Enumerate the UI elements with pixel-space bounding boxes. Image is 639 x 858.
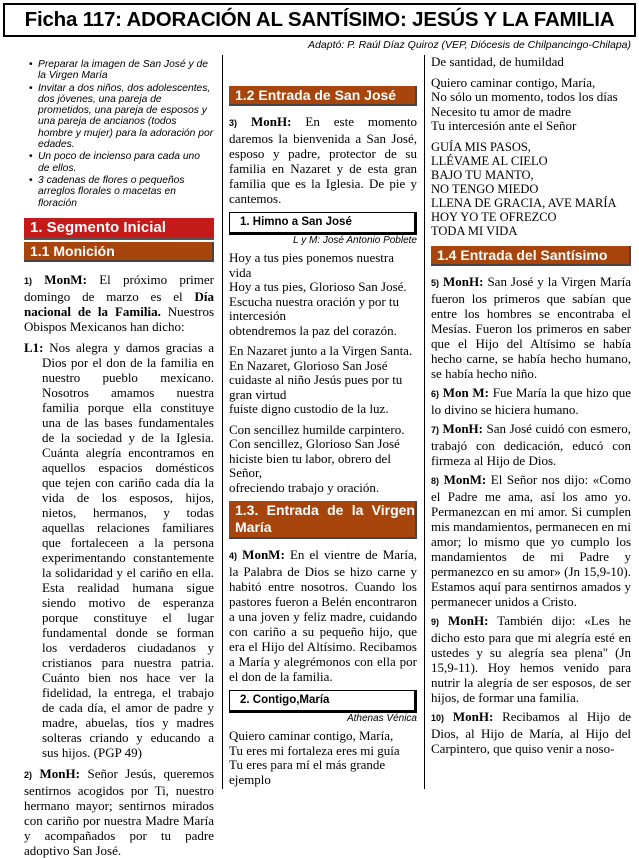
title-bar: [3, 3, 636, 37]
paragraph-5: 5) MonH: San José y la Virgen María fueron los primeros que sabían que entre los hombres se encontraba el Mesías. Fueron los primeros en saber que el Hijo del Altísimo se había hecho carne, se había hecho humano, se había hecho niño.: [431, 273, 631, 381]
list-item: • Preparar la imagen de San José y de la Virgen María: [38, 59, 214, 82]
list-item: • 3 cadenas de flores o pequeños arreglos florales o macetas en floración: [38, 175, 214, 209]
paragraph-7: 7) MonH: San José cuidó con esmero, trabajó con dedicación, educó con firmeza al Hijo de Dios.: [431, 420, 631, 468]
adapted-by: Adaptó: P. Raúl Díaz Quiroz (VEP, Diócesis de Chilpancingo-Chilapa): [308, 39, 631, 51]
column-divider: [424, 55, 425, 789]
section-heading-entrada-santisimo: 1.4 Entrada del Santísimo: [431, 246, 631, 266]
hymn-title-box: 1. Himno a San José: [229, 212, 417, 235]
paragraph-9: 9) MonH: También dijo: «Les he dicho esto para que mi alegría esté en ustedes y su alegría sea plena" (Jn 15,9-11). Hoy hemos venido para nutrir la alegría de ser esposos, de ser hijos, de formar una familia.: [431, 612, 631, 705]
paragraph-6: 6) Mon M: Fue María la que hizo que lo divino se hiciera humano.: [431, 384, 632, 417]
paragraph-3: 3) MonH: En este momento daremos la bienvenida a San José, esposo y padre, protector de su familia en Nazaret y de esta gran familia que es la Iglesia. De pie y cantemos.: [229, 114, 418, 206]
hymn-2-lyrics-cont: De santidad, de humildad Quiero caminar contigo, María, No sólo un momento, todos los días Necesito tu amor de madre Tu intercesión ante el Señor GUÍA MIS PASOS, LLÉVAME AL CIELO BAJO TU MANTO, NO TENGO MIEDO LLENA DE GRACIA, AVE MARÍA HOY YO TE OFREZCO TODA MI VIDA: [431, 55, 631, 238]
section-heading-entrada-virgen: 1.3. Entrada de la Virgen María: [229, 501, 417, 539]
hymn-2-lyrics-start: Quiero caminar contigo, María, Tu eres mi fortaleza eres mi guía Tu eres para mí el más grande ejemplo: [229, 728, 400, 787]
list-item: • Un poco de incienso para cada uno de ellos.: [38, 151, 214, 174]
column-1: [24, 55, 214, 858]
column-3: [431, 55, 631, 756]
materials-list: [24, 59, 214, 209]
hymn-title-box: 2. Contigo,María: [229, 690, 417, 713]
hymn-chorus: GUÍA MIS PASOS, LLÉVAME AL CIELO BAJO TU MANTO, NO TENGO MIEDO LLENA DE GRACIA, AVE MARÍA HOY YO TE OFREZCO TODA MI VIDA: [431, 139, 617, 238]
column-divider: [222, 55, 223, 789]
paragraph-l1: L1: Nos alegra y damos gracias a Dios por el don de la familia en nuestro pueblo mexicano. Nosotros amamos nuestra familia porque ella constituye una de las bases fundamentales de la sociedad y de la Iglesia. Cuánta alegría encontramos en aquellos espacios domésticos que tejen con cariño cada día la vida de los esposos, hijos, nietos, hermanos, y todas aquellas relaciones familiares que fortaleceen a la persona experimentando constantemente la solidaridad y el cariño en ella. Esta realidad humana sigue siendo motivo de esperanza porque constituye el lugar fundamental donde se forman los verdaderos ciudadanos y cristianos para nuestra patria. Cuánto bien nos hace ver la fidelidad, la entrega, el trabajo de cada día, el amor de padre y madre, abuelas, tíos y madres solteras criando y educando a sus hijos. (PGP 49): [24, 339, 214, 760]
page-title: Ficha 117: ADORACIÓN AL SANTÍSIMO: JESÚS Y LA FAMILIA: [24, 8, 615, 31]
column-2: [229, 35, 417, 787]
hymn-credit: Athenas Vénica: [346, 713, 417, 724]
paragraph-8: 8) MonM: El Señor nos dijo: «Como el Padre me ama, así los amo yo. Permanezcan en mi amor. Si cumplen mis mandamientos, permanecen en mi amor; lo mismo que yo cumplo los mandamientos de mi Padre y permanezco en su amor» (Jn 15,9-10). Estamos aquí para sentirnos amados y permanecer unidos a Cristo.: [431, 471, 632, 609]
paragraph-2: 2) MonH: Señor Jesús, queremos sentirnos acogidos por Ti, nuestro hermano mayor; sentirnos mirados con cariño por nuestra Madre María y acompañados por tu padre adoptivo San José.: [24, 765, 215, 858]
section-heading-entrada-san-jose: 1.2 Entrada de San José: [229, 86, 417, 106]
hymn-credit: L y M: José Antonio Poblete: [293, 235, 417, 246]
section-heading-segmento-inicial: 1. Segmento Inicial: [24, 218, 214, 240]
hymn-1-lyrics: Hoy a tus pies ponemos nuestra vida Hoy a tus pies, Glorioso San José. Escucha nuestra oración y por tu intercesión obtendremos la paz del corazón. En Nazaret junto a la Virgen Santa. En Nazaret, Glorioso San José cuidaste al niño Jesús pues por tu gran virtud fuiste digno custodio de la luz. Con sencillez humilde carpintero. Con sencillez, Glorioso San José hiciste bien tu labor, obrero del Señor, ofreciendo trabajo y oración.: [229, 250, 413, 495]
list-item: • Invitar a dos niños, dos adolescentes, dos jóvenes, una pareja de prometidos, una pareja de esposos y una pareja de ancianos (todos hombre y mujer) para la adoración por edades.: [38, 83, 214, 151]
paragraph-4: 4) MonM: En el vientre de María, la Palabra de Dios se hizo carne y habitó entre nosotros. Cuando los pastores fueron a Belén encontraron a una joven y feliz madre, cuidando con cariño a su pequeño hijo, que era el Hijo del Altísimo. Recibamos a María y alegrémonos con ella por el don de la familia.: [229, 547, 418, 684]
paragraph-10: 10) MonH: Recibamos al Hijo de Dios, al Hijo de María, al Hijo del Carpintero, que quiso venir a noso-: [431, 708, 632, 756]
section-heading-monicion: 1.1 Monición: [24, 242, 214, 262]
paragraph-1: 1) MonM: El próximo primer domingo de marzo es el Día nacional de la Familia. Nuestros Obispos Mexicanos han dicho:: [24, 271, 215, 334]
